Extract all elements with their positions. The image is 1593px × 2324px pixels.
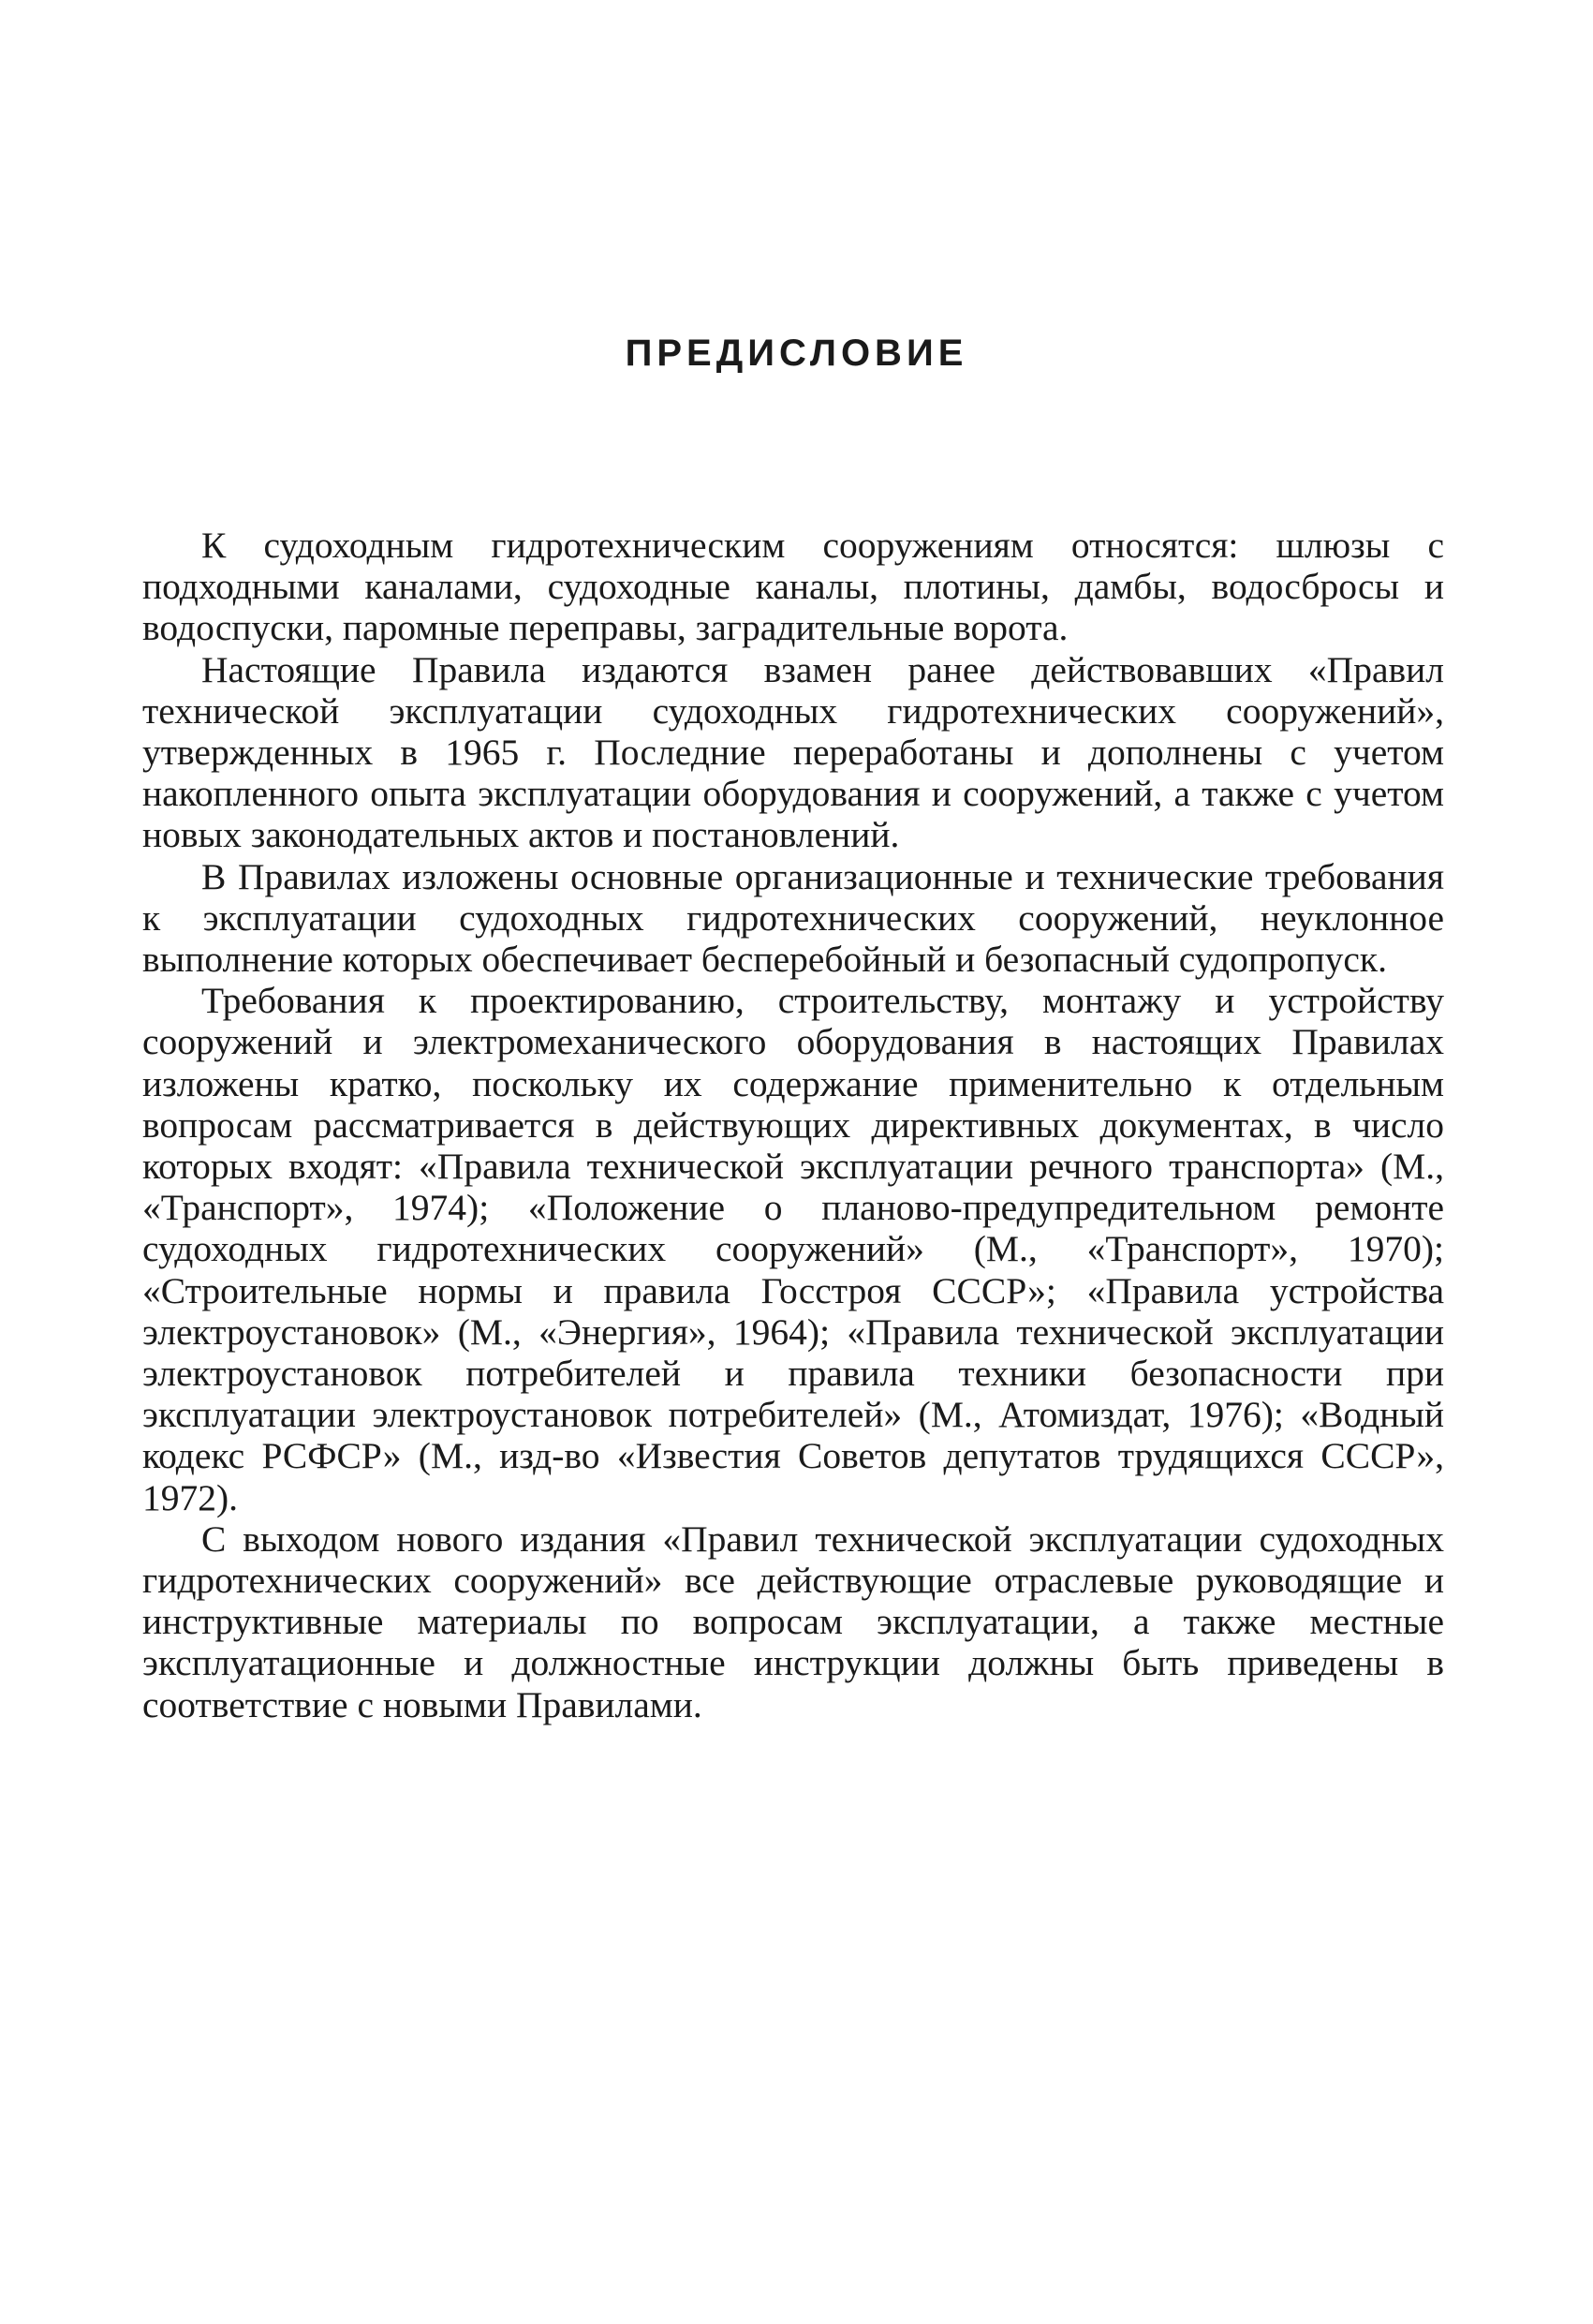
document-body [142,525,1444,1725]
page-title: ПРЕДИСЛОВИЕ [625,333,968,374]
paragraph-3: В Правилах изложены основные организационные и технические требования к эксплуатации судоходных гидротехнических сооружений, неуклонное выполнение которых обеспечивает бесперебойный и безопасный судопропуск. [142,855,1444,981]
paragraph-4: Требования к проектированию, строительству, монтажу и устройству сооружений и электромеханического оборудования в настоящих Правилах изложены кратко, поскольку их содержание применительно к отдельным вопросам рассматривается в действующих директивных документах, в число которых входят: «Правила технической эксплуатации речного транспорта» (М., «Транспорт», 1974); «Положение о планово-предупредительном ремонте судоходных гидротехнических сооружений» (М., «Транспорт», 1970); «Строительные нормы и правила Госстроя СССР»; «Правила устройства электроустановок» (М., «Энергия», 1964); «Правила технической эксплуатации электроустановок потребителей и правила техники безопасности при эксплуатации электроустановок потребителей» (М., Атомиздат, 1976); «Водный кодекс РСФСР» (М., изд-во «Известия Советов депутатов трудящихся СССР», 1972). [142,980,1444,1518]
paragraph-1: К судоходным гидротехническим сооружениям относятся: шлюзы с подходными каналами, судоходные каналы, плотины, дамбы, водосбросы и водоспуски, паромные переправы, заградительные ворота. [142,525,1444,649]
paragraph-2: Настоящие Правила издаются взамен ранее действовавших «Правил технической эксплуатации судоходных гидротехнических сооружений», утвержденных в 1965 г. Последние переработаны и дополнены с учетом накопленного опыта эксплуатации оборудования и сооружений, а также с учетом новых законодательных актов и постановлений. [142,648,1444,856]
paragraph-5: С выходом нового издания «Правил технической эксплуатации судоходных гидротехнических сооружений» все действующие отраслевые руководящие и инструктивные материалы по вопросам эксплуатации, а также местные эксплуатационные и должностные инструкции должны быть приведены в соответствие с новыми Правилами. [142,1517,1444,1725]
